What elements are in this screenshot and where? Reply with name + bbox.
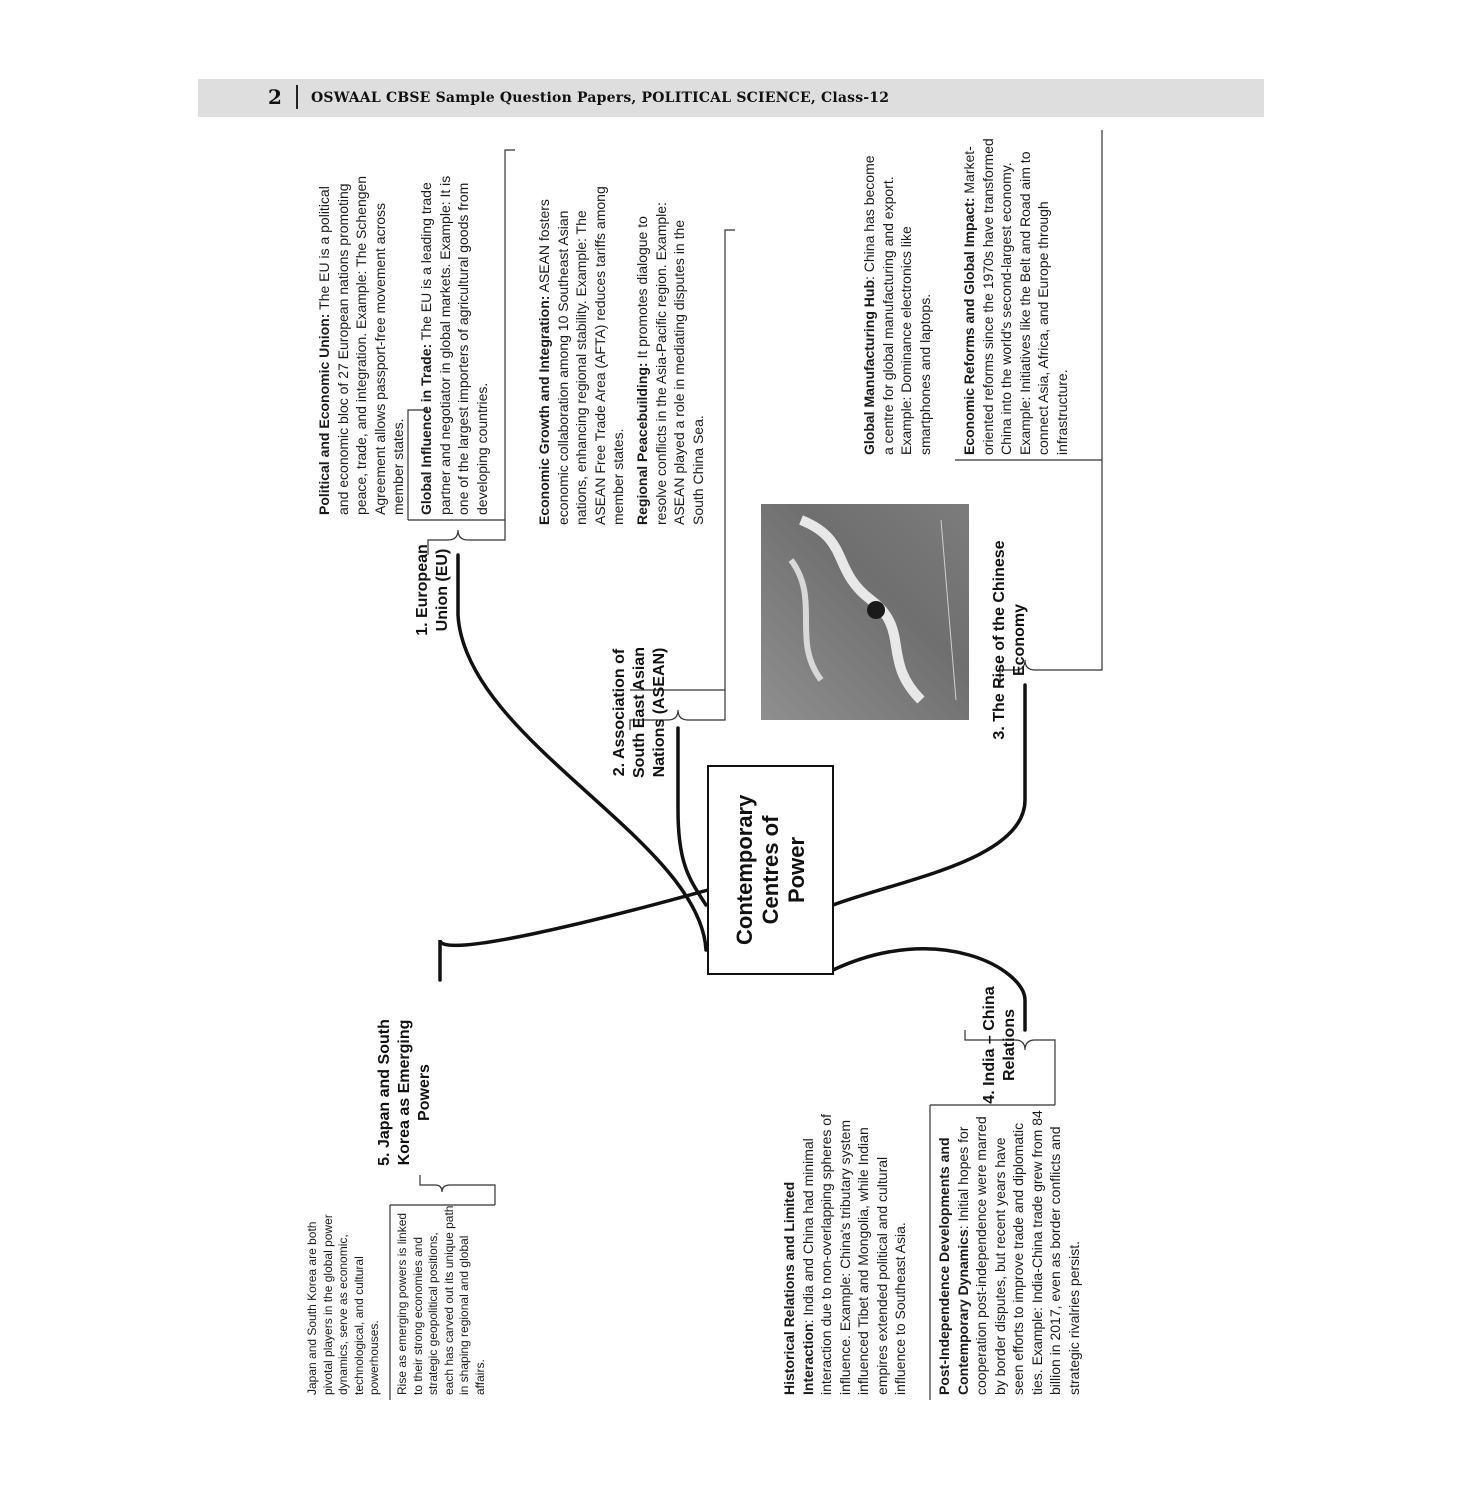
branch-label-asean: 2. Association of South East Asian Nations (ASEAN) (611, 647, 668, 778)
eu-box2-title: Global Influence in Trade: (418, 343, 434, 515)
india-china-historical (780, 1110, 910, 1395)
page-number: 2 (268, 85, 282, 109)
dragon-icon (761, 504, 969, 720)
eu-box2-text: The EU is a leading trade partner and negotiator in global markets. Example: It is one of the largest importers of agricultural goods from developing countries. (418, 175, 490, 515)
china-box2-title: Economic Reforms and Global Impact: (961, 197, 977, 455)
india-china-box1-text: : India and China had minimal interaction due to non-overlapping spheres of influence. Example: China's tributary system influenced Tibet and Mongolia, while Indian empires extended political and cultural influence to Southeast Asia. (799, 1114, 908, 1395)
header-title: OSWAAL CBSE Sample Question Papers, POLITICAL SCIENCE, Class-12 (311, 90, 890, 106)
center-title: Contemporary Centres of Power (731, 794, 809, 945)
india-china-box2-title: Post-Independence Developments and Contemporary Dynamics (936, 1137, 971, 1395)
dragon-illustration (761, 504, 969, 720)
mind-map (300, 60, 1110, 1440)
branch-label-japan-korea: 5. Japan and South Korea as Emerging Powers (376, 1019, 433, 1166)
eu-box1-text: The EU is a political and economic bloc of 27 European nations promoting peace, trade, and integration. Example: The Schengen Agreement allows passport-free movement across member states. (316, 175, 406, 515)
eu-political-economic-union (315, 165, 408, 515)
china-box2-text: Market-oriented reforms since the 1970s have transformed China into the world's second-largest economy. Example: Initiatives like the Belt and Road aim to connect Asia, Africa, and Europe through infrastructure. (961, 138, 1070, 455)
india-china-box2-text: : Initial hopes for cooperation post-independence were marred by border disputes, but recent years have seen efforts to improve trade and diplomatic ties. Example: India-China trade grew from 84 billion in 2017, even as border conflicts and strategic rivalries persist. (954, 1110, 1082, 1395)
center-node (707, 765, 834, 975)
asean-economic-growth (535, 185, 628, 525)
china-manufacturing-hub (860, 155, 934, 455)
eu-global-influence (417, 165, 491, 515)
japan-korea-emerging-rise: Rise as emerging powers is linked to their strong economies and strategic geopolitical positions, each has carved out its unique path in shaping regional and global affairs. (395, 1205, 487, 1395)
asean-regional-peacebuilding (633, 185, 707, 525)
india-china-box1-title: Historical Relations and Limited Interaction (781, 1181, 816, 1395)
china-economic-reforms (960, 135, 1071, 455)
connector-asean (678, 728, 706, 905)
eu-box1-title: Political and Economic Union: (316, 313, 332, 515)
asean-box1-title: Economic Growth and Integration: (536, 295, 552, 525)
connector-japan-korea (440, 890, 708, 980)
asean-box1-text: ASEAN fosters economic collaboration among 10 Southeast Asian nations, enhancing regional stability. Example: The ASEAN Free Trade Area (AFTA) reduces tariffs among member states. (536, 186, 626, 525)
branch-label-eu: 1. European Union (EU) (414, 544, 451, 636)
branch-label-india-china: 4. India – China Relations (981, 986, 1018, 1104)
india-china-post-independence (935, 1105, 1083, 1395)
branch-label-china: 3. The Rise of the Chinese Economy (991, 540, 1028, 740)
header-divider (296, 85, 298, 109)
asean-box2-title: Regional Peacebuilding: (634, 362, 650, 525)
japan-korea-pivotal-players: Japan and South Korea are both pivotal players in the global power dynamics, serve as economic, technological, and cultural powerhouses. (305, 1214, 381, 1395)
asean-box2-text: It promotes dialogue to resolve conflicts in the Asia-Pacific region. Example: ASEAN played a role in mediating disputes in the South China Sea. (634, 202, 706, 525)
china-box1-text: : China has become a centre for global manufacturing and export. Example: Dominance electronics like smartphones and laptops. (861, 155, 933, 455)
china-box1-title: Global Manufacturing Hub (861, 280, 877, 455)
